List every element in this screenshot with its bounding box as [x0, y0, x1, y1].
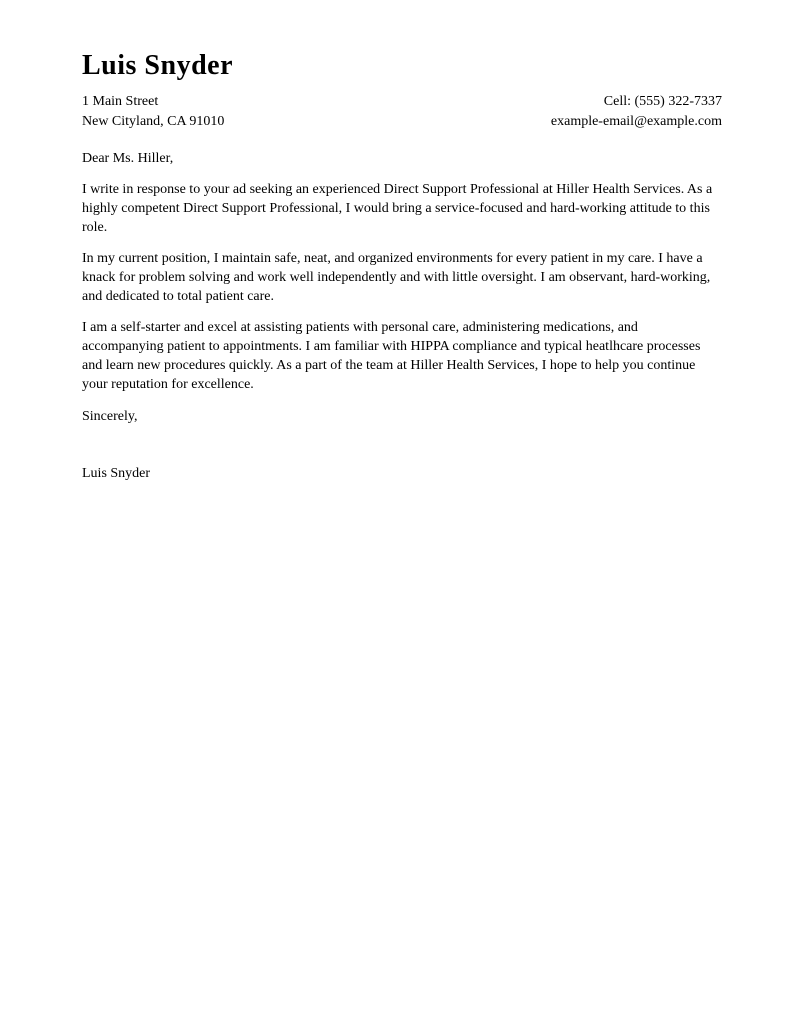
- address-block: [82, 92, 224, 132]
- body-paragraph-3: I am a self-starter and excel at assisting patients with personal care, administering medications, and accompanying patient to appointments. I am familiar with HIPPA compliance and typical heatlhcare processes and learn new procedures quickly. As a part of the team at Hiller Health Services, I hope to help you continue your reputation for excellence.: [82, 320, 701, 392]
- salutation: Dear Ms. Hiller,: [82, 151, 174, 166]
- contact-email: example-email@example.com: [550, 114, 722, 129]
- address-line-1: 1 Main Street: [82, 94, 159, 109]
- contact-cell: Cell: (555) 322-7337: [603, 94, 722, 109]
- body-paragraph-2: In my current position, I maintain safe, neat, and organized environments for every patient in my care. I have a knack for problem solving and work well independently and with little oversight. I am observant, hard-working, and dedicated to total patient care.: [82, 251, 711, 304]
- closing: Sincerely,: [82, 409, 138, 424]
- letter-author-name: Luis Snyder: [82, 50, 233, 81]
- address-line-2: New Cityland, CA 91010: [82, 114, 225, 129]
- contact-block: [551, 92, 722, 132]
- signature-name: Luis Snyder: [82, 466, 151, 481]
- contact-row: [82, 92, 722, 132]
- body-paragraph-1: I write in response to your ad seeking an experienced Direct Support Professional at Hiller Health Services. As a highly competent Direct Support Professional, I would bring a service-focused and hard-working attitude to this role.: [82, 182, 713, 235]
